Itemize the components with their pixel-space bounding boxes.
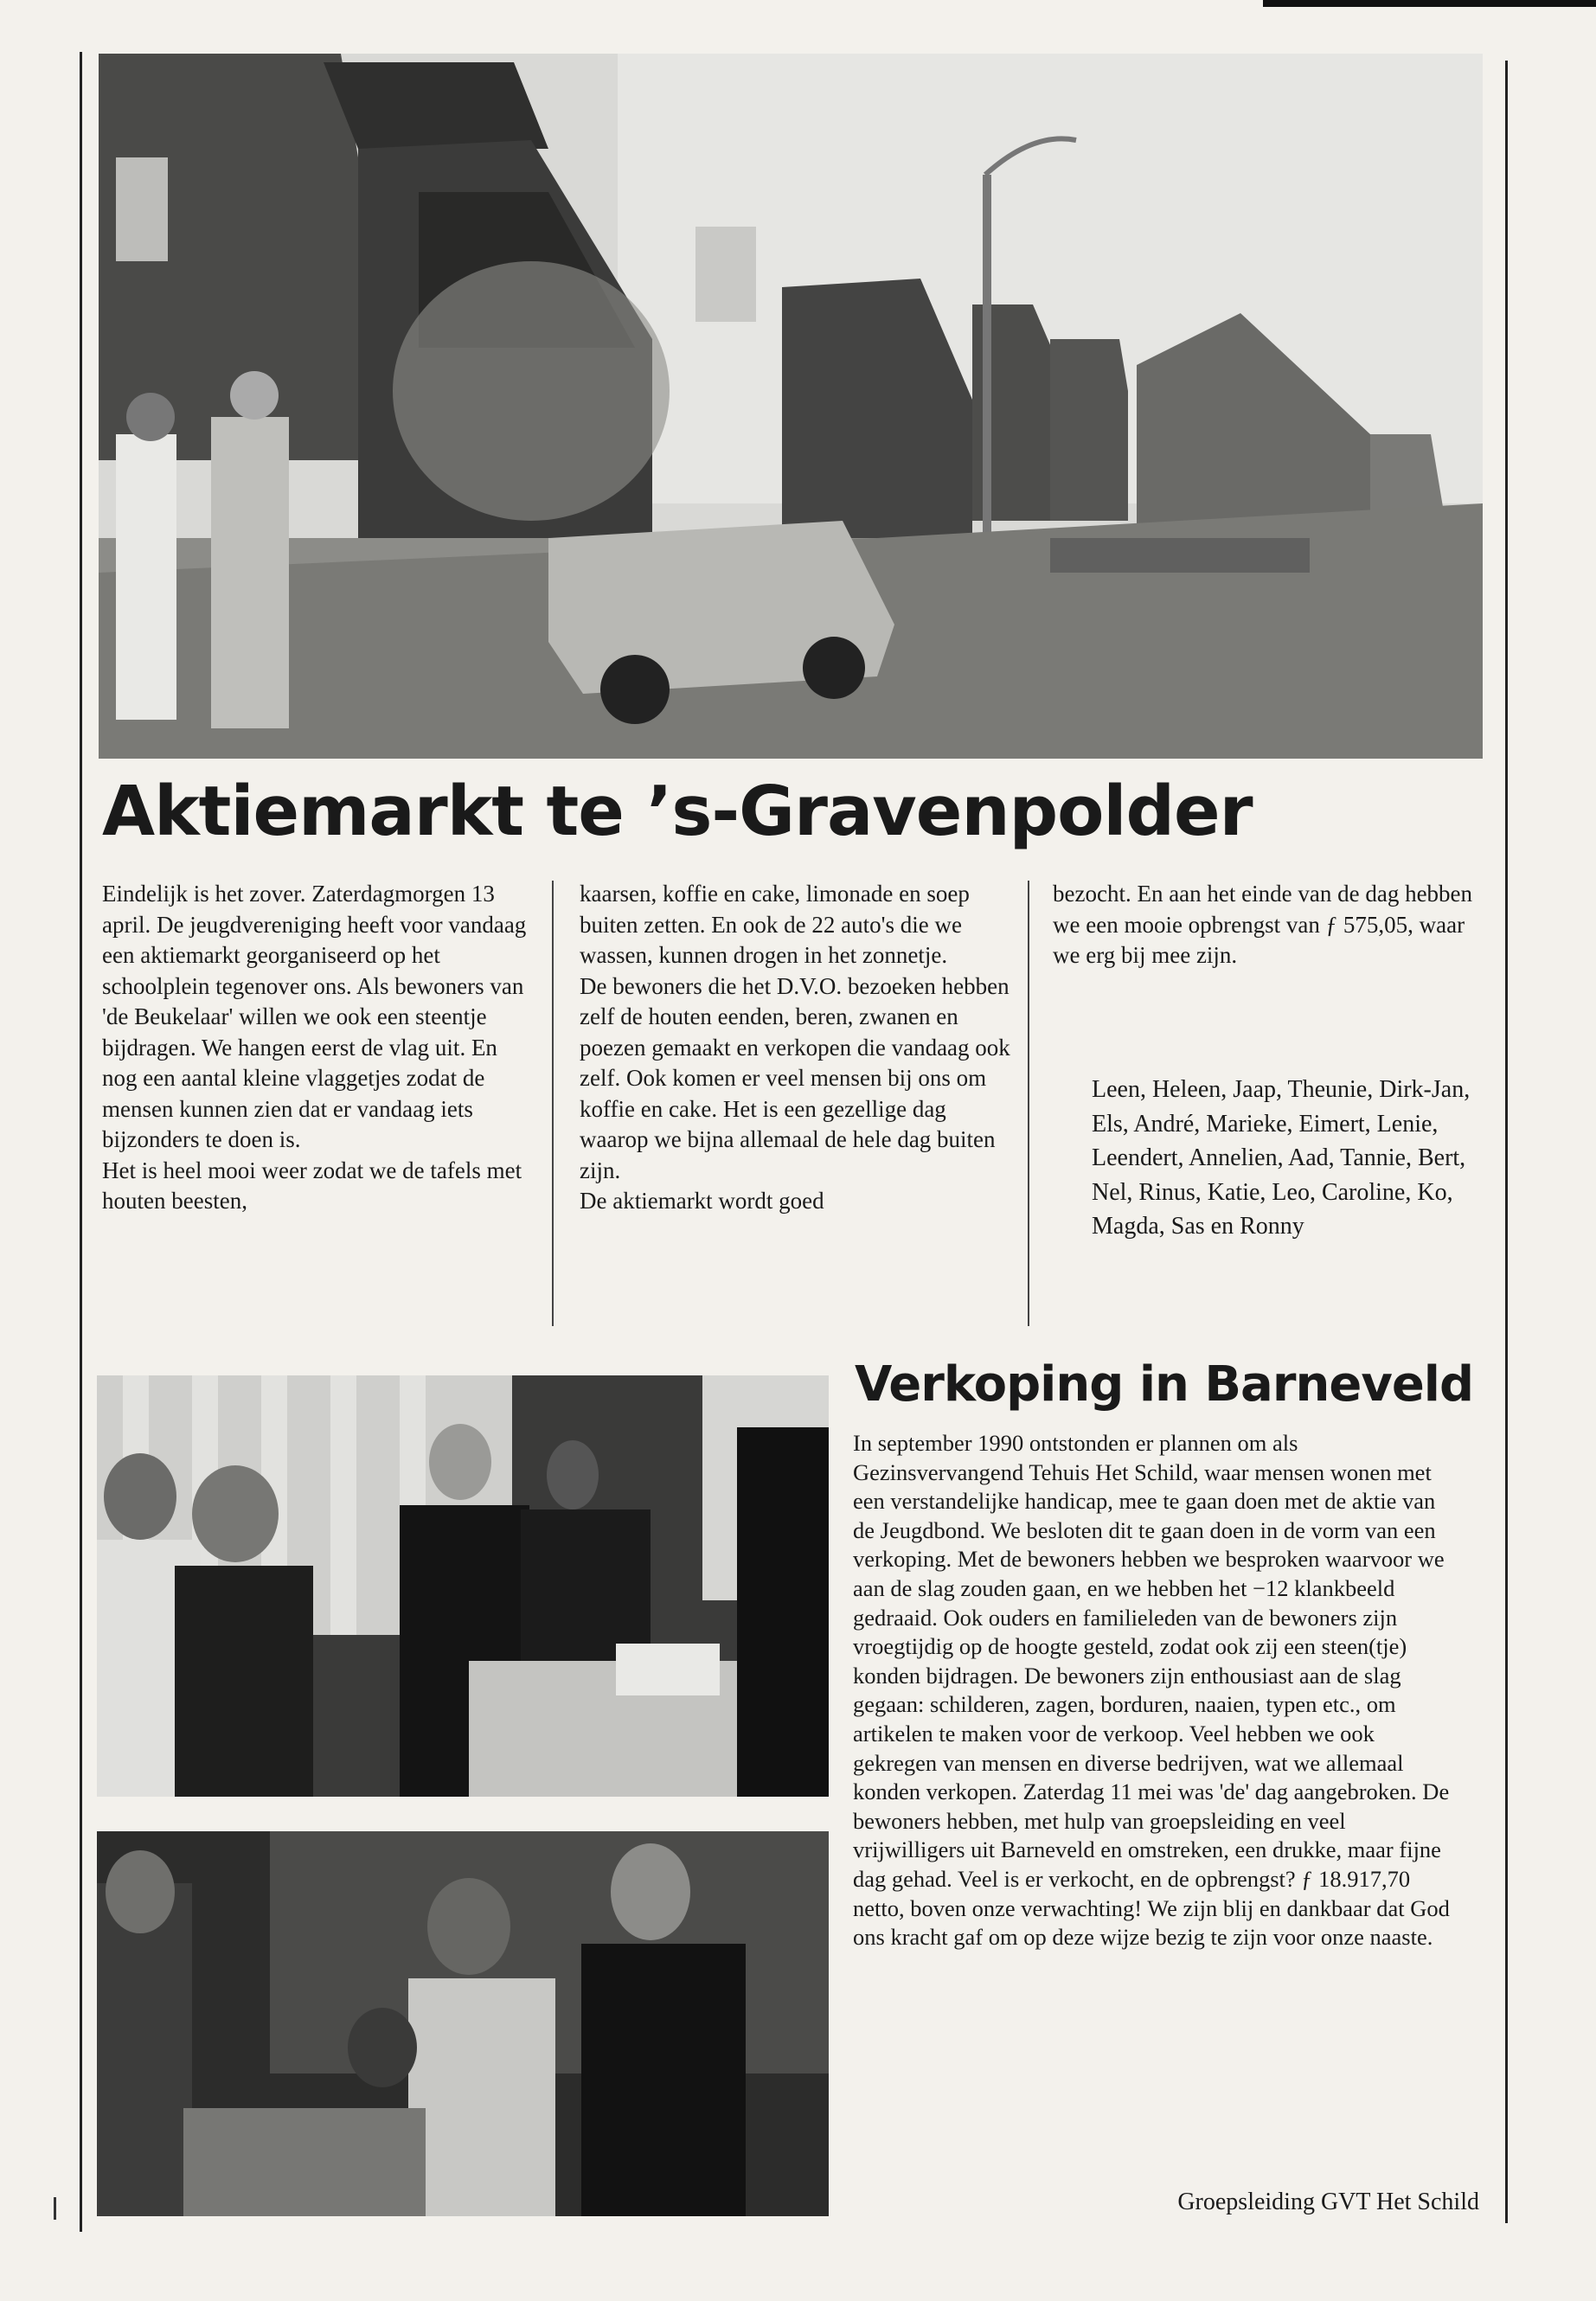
article1-column-1 [102,879,535,1217]
sale-photo-top-graphic [97,1375,829,1797]
article1-paragraph-1: Eindelijk is het zover. Zaterdagmorgen 13 april. De jeugdvereniging heeft voor vandaag een aktiemarkt georganiseerd op het schoolplein tegenover ons. Als bewoners van 'de Beukelaar' willen we ook een steentje bijdragen. We hangen eerst de vlag uit. En nog een aantal kleine vlaggetjes zodat de mensen kunnen zien dat er vandaag iets bijzonders te doen is. [102,881,527,1152]
column-rule-1 [552,881,554,1326]
article-title-verkoping: Verkoping in Barneveld [855,1356,1474,1413]
article-title-aktiemarkt: Aktiemarkt te ’s-Gravenpolder [102,772,1253,851]
street-market-photo-graphic [99,54,1483,759]
street-market-photo [99,54,1483,759]
top-edge-bar [1263,0,1596,7]
article1-paragraph-3: kaarsen, koffie en cake, limonade en soep buiten zetten. En ook de 22 auto's die we wassen, kunnen drogen in het zonnetje. [580,881,970,968]
article2-signature: Groepsleiding GVT Het Schild [1177,2189,1479,2215]
article1-paragraph-6: bezocht. En aan het einde van de dag hebben we een mooie opbrengst van ƒ 575,05, waar we erg bij mee zijn. [1053,881,1473,968]
article1-column-2 [580,879,1012,1217]
article1-column-3 [1053,879,1485,971]
article2-body: In september 1990 ontstonden er plannen om als Gezinsvervangend Tehuis Het Schild, waar mensen wonen met een verstandelijke handicap, mee te gaan doen met de aktie van de Jeugdbond. We besloten dit te gaan doen in de vorm van een verkoping. Met de bewoners hebben we besproken waarvoor we aan de slag zouden gaan, en we hebben het −12 klankbeeld gedraaid. Ook ouders en familieleden van de bewoners zijn vroegtijdig op de hoogte gesteld, zodat ook zij een steen(tje) konden bijdragen. De bewoners zijn enthousiast aan de slag gegaan: schilderen, zagen, borduren, naaien, typen etc., om artikelen te maken voor de verkoop. Veel hebben we ook gekregen van mensen en diverse bedrijven, wat we allemaal konden verkopen. Zaterdag 11 mei was 'de' dag aangebroken. De bewoners hebben, met hulp van groepsleiding en veel vrijwilligers uit Barneveld en omstreken, een drukke, maar fijne dag gehad. Veel is er verkocht, en de opbrengst? ƒ 18.917,70 netto, boven onze verwachting! We zijn blij en dankbaar dat God ons kracht gaf om op deze wijze bezig te zijn voor onze naaste. [853,1430,1450,1951]
article1-paragraph-4: De bewoners die het D.V.O. bezoeken hebben zelf de houten eenden, beren, zwanen en poezen gemaakt en verkopen die vandaag ook zelf. Ook komen er veel mensen bij ons om koffie en cake. Het is een gezellige dag waarop we bijna allemaal de hele dag buiten zijn. [580,972,1010,1183]
sale-photo-bottom-graphic [97,1831,829,2216]
column-rule-2 [1028,881,1029,1326]
article1-signatories: Leen, Heleen, Jaap, Theunie, Dirk-Jan, Els, André, Marieke, Eimert, Lenie, Leendert, Annelien, Aad, Tannie, Bert, Nel, Rinus, Katie, Leo, Caroline, Ko, Magda, Sas en Ronny [1092,1076,1471,1240]
page-edge-mark [54,2197,56,2220]
sale-photo-bottom [97,1831,829,2216]
left-frame-line [80,52,82,2232]
right-frame-line [1505,61,1508,2223]
article1-paragraph-5: De aktiemarkt wordt goed [580,1188,824,1214]
article1-paragraph-2: Het is heel mooi weer zodat we de tafels met houten beesten, [102,1157,522,1214]
sale-photo-top [97,1375,829,1797]
